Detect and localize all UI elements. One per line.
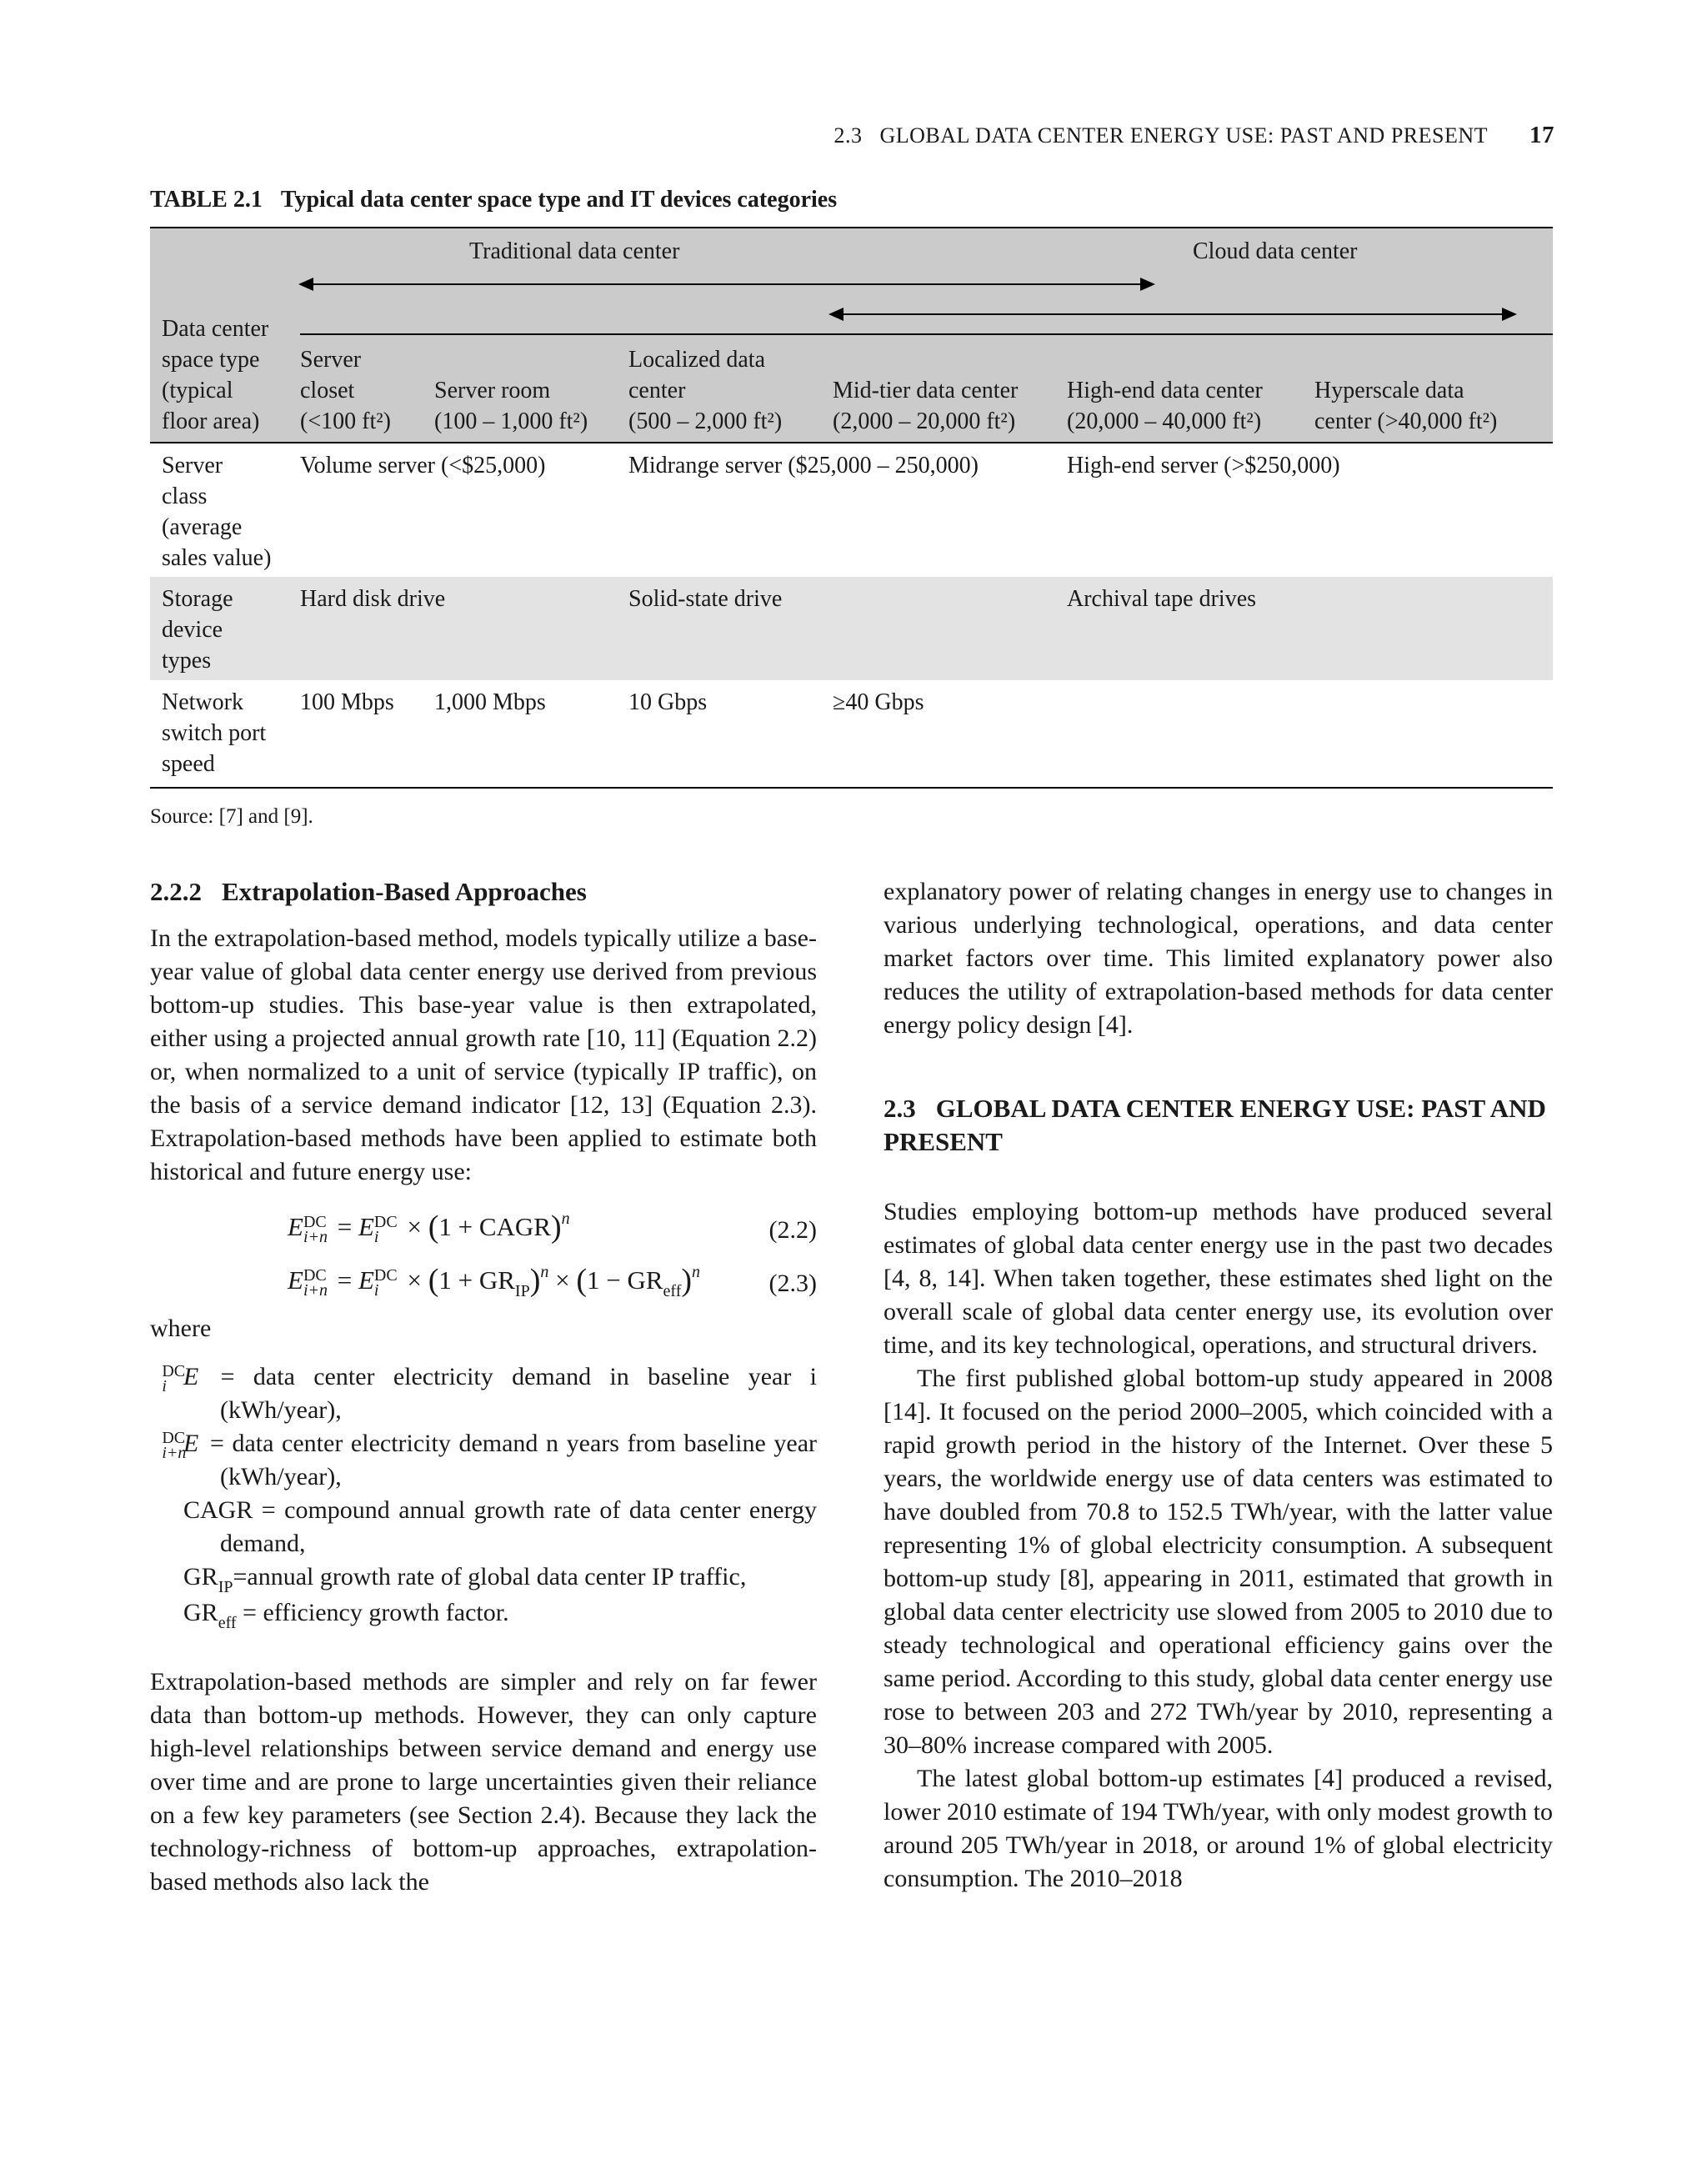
- table-cell: 1,000 Mbps: [434, 689, 546, 715]
- column-header-localized: [628, 344, 782, 437]
- eq-symbol: E: [358, 1265, 374, 1295]
- body-paragraph: explanatory power of relating changes in energy use to changes in various underlying technological, operations, and data center market factors over time. This limited explanatory power also reduces the utility of extrapolation-based methods for data center energy policy design [4].: [884, 878, 1553, 1039]
- body-paragraph: Extrapolation-based methods are simpler and rely on far fewer data than bottom-up methods. However, they can only capture high-level relationships between service demand and energy use over time and are prone to large uncertainties given their reliance on a few key parameters (see Section 2.4). Because they lack the technology-richness of bottom-up approaches, extrapolation-based methods also lack the: [150, 1668, 817, 1896]
- table-cell: Midrange server ($25,000 – 250,000): [628, 453, 979, 478]
- table-cell: Hard disk drive: [300, 586, 446, 612]
- section-heading: [884, 1092, 1553, 1159]
- definition-item: E DC i = data center electricity demand in baseline year i (kWh/year),: [162, 1362, 817, 1425]
- table-caption-text: Typical data center space type and IT devices categories: [280, 187, 838, 213]
- column-header-line: Mid-tier data center: [833, 378, 1019, 403]
- eq-exponent: n: [540, 1263, 549, 1281]
- table-caption: [150, 187, 837, 213]
- equation-number: (2.2): [768, 1216, 817, 1244]
- eq-sub: i+n: [303, 1227, 328, 1246]
- eq-sup: DC: [373, 1212, 398, 1231]
- def-symbol: GR: [183, 1563, 218, 1591]
- eq-factor: 1 + GR: [438, 1265, 515, 1295]
- column-header-line: (100 – 1,000 ft²): [434, 408, 588, 434]
- def-sub: IP: [218, 1578, 233, 1597]
- data-center-table: [150, 227, 1553, 789]
- body-paragraph: In the extrapolation-based method, models typically utilize a base-year value of global data center energy use derived from previous bottom-up studies. This base-year value is then extrapolated, either using a projected annual growth rate [10, 11] (Equation 2.2) or, when normalized to a unit of service (typically IP traffic), on the basis of a service demand indicator [12, 13] (Equation 2.3). Extrapolation-based methods have been applied to estimate both historical and future energy use:: [150, 924, 817, 1185]
- definition-item: [183, 1494, 817, 1560]
- paren-open: (: [428, 1263, 439, 1298]
- left-column: [150, 875, 817, 1899]
- page-number: 17: [1529, 122, 1554, 148]
- row-label-line: Network: [162, 689, 243, 715]
- paren-close: ): [681, 1263, 693, 1298]
- row-label-line: class: [162, 483, 208, 509]
- column-header-line: High-end data center: [1067, 378, 1263, 403]
- span-label-cloud: Cloud data center: [1193, 238, 1358, 264]
- header-inner-rule: [300, 333, 1553, 335]
- row-label-line: speed: [162, 751, 215, 777]
- eq-sign: =: [337, 1265, 353, 1295]
- paren-open: (: [576, 1263, 587, 1298]
- eq-sub: eff: [663, 1282, 682, 1300]
- column-header-line: Server room: [434, 378, 551, 403]
- column-header-server-room: [434, 375, 588, 437]
- eq-exponent: n: [561, 1210, 570, 1228]
- eq-scripts: [373, 1212, 398, 1246]
- column-header-line: (20,000 – 40,000 ft²): [1067, 408, 1262, 434]
- eq-symbol: E: [358, 1212, 374, 1241]
- table-source: Source: [7] and [9].: [150, 805, 313, 828]
- row-label-line: device: [162, 617, 223, 643]
- eq-sup: DC: [303, 1212, 327, 1231]
- paren-close: ): [550, 1210, 562, 1245]
- eq-scripts: [373, 1265, 398, 1300]
- header-label-line: (typical: [162, 378, 233, 403]
- body-paragraph: The first published global bottom-up study appeared in 2008 [14]. It focused on the period 2000–2005, which coincided with a rapid growth period in the history of the Internet. Over these 5 years, the worldwide energy use of data centers was estimated to have doubled from 70.8 to 152.5 TWh/year, with the latter value representing 1% of global electricity consumption. A subsequent bottom-up study [8], appearing in 2011, estimated that growth in global data center electricity use slowed from 2005 to 2010 due to steady technological and operational efficiency gains over the same period. According to this study, global data center energy use rose to between 203 and 272 TWh/year by 2010, representing a 30–80% increase compared with 2005.: [884, 1365, 1553, 1759]
- def-text: = compound annual growth rate of data center energy demand,: [220, 1496, 818, 1558]
- table-cell: Archival tape drives: [1067, 586, 1257, 612]
- row-label-line: Storage: [162, 586, 233, 612]
- column-header-line: Localized data: [628, 347, 766, 373]
- running-head-section: 2.3 GLOBAL DATA CENTER ENERGY USE: PAST AND PRESENT: [833, 123, 1488, 148]
- column-header-line: (<100 ft²): [300, 408, 391, 434]
- where-label: where: [150, 1315, 212, 1342]
- column-header-line: Server: [300, 347, 362, 373]
- definition-item: [183, 1596, 817, 1632]
- eq-times: ×: [407, 1212, 422, 1241]
- definition-item: E DC i+n = data center electricity demand n years from baseline year (kWh/year),: [162, 1429, 817, 1491]
- eq-scripts: [303, 1265, 328, 1300]
- row-label-line: types: [162, 648, 212, 674]
- row-label-line: switch port: [162, 720, 267, 746]
- running-head: [834, 122, 1555, 149]
- eq-factor: 1 + CAGR: [438, 1212, 551, 1241]
- eq-sub: i: [373, 1227, 379, 1246]
- row-label: [162, 450, 271, 574]
- row-label-line: Server: [162, 453, 223, 478]
- eq-sup: DC: [303, 1265, 327, 1285]
- def-symbol: CAGR: [183, 1496, 253, 1525]
- def-text: = efficiency growth factor.: [243, 1599, 509, 1627]
- def-text: = data center electricity demand in baseline year i (kWh/year),: [220, 1363, 817, 1425]
- table-row-network: [150, 680, 1553, 787]
- eq-sub: i: [373, 1280, 379, 1300]
- eq-symbol: E: [288, 1212, 303, 1241]
- column-header-line: closet: [300, 378, 355, 403]
- eq-times: ×: [407, 1265, 422, 1295]
- section-number: 2.2.2: [150, 877, 202, 906]
- table-cell: ≥40 Gbps: [833, 689, 924, 715]
- section-title: GLOBAL DATA CENTER ENERGY USE: PAST AND PRESENT: [884, 1094, 1546, 1156]
- def-symbol: E: [183, 1430, 199, 1458]
- cloud-span-arrow: [830, 313, 1515, 315]
- span-label-traditional: Traditional data center: [469, 238, 680, 264]
- eq-times: ×: [555, 1265, 570, 1295]
- equation-2-2: [150, 1200, 817, 1254]
- header-label-line: floor area): [162, 408, 260, 434]
- def-sub: eff: [218, 1614, 237, 1633]
- row-label: [162, 687, 266, 779]
- paren-close: ): [529, 1263, 541, 1298]
- column-header-mid-tier: [833, 375, 1018, 437]
- paren-open: (: [428, 1210, 439, 1245]
- eq-sub: IP: [514, 1282, 530, 1300]
- equation-body: [288, 1262, 700, 1300]
- section-number: 2.3: [884, 1094, 916, 1123]
- column-header-high-end: [1067, 375, 1263, 437]
- row-label: [162, 584, 233, 676]
- table-cell: 10 Gbps: [628, 689, 708, 715]
- column-header-line: center (>40,000 ft²): [1314, 408, 1498, 434]
- equation-body: [288, 1209, 570, 1247]
- equation-number: (2.3): [768, 1270, 817, 1297]
- table-header: [150, 228, 1553, 442]
- def-symbol: GR: [183, 1599, 218, 1627]
- table-cell: High-end server (>$250,000): [1067, 453, 1340, 478]
- section-heading: [150, 875, 817, 909]
- eq-sub: i+n: [303, 1280, 328, 1300]
- column-header-hyperscale: [1314, 375, 1497, 437]
- row-label-line: (average: [162, 514, 243, 540]
- table-cell: Volume server (<$25,000): [300, 453, 546, 478]
- def-text: =annual growth rate of global data center IP traffic,: [233, 1563, 747, 1591]
- definition-item: [183, 1560, 817, 1596]
- table-caption-label: TABLE 2.1: [150, 187, 263, 213]
- body-paragraph: Studies employing bottom-up methods have produced several estimates of global data center energy use in the past two decades [4, 8, 14]. When taken together, these estimates shed light on the overall scale of global data center energy use, its evolution over time, and its key technological, operations, and structural drivers.: [884, 1198, 1553, 1359]
- eq-scripts: [303, 1212, 328, 1246]
- header-row-label: [162, 313, 268, 437]
- eq-sup: DC: [373, 1265, 398, 1285]
- eq-exponent: n: [692, 1263, 701, 1281]
- table-cell: Solid-state drive: [628, 586, 783, 612]
- eq-sign: =: [337, 1212, 353, 1241]
- right-column: [884, 875, 1553, 1896]
- table-row-storage: [150, 577, 1553, 680]
- traditional-span-arrow: [300, 283, 1154, 285]
- def-text: = data center electricity demand n years from baseline year (kWh/year),: [209, 1430, 817, 1491]
- column-header-server-closet: [300, 344, 391, 437]
- def-symbol: E: [183, 1363, 199, 1390]
- body-paragraph: The latest global bottom-up estimates [4] produced a revised, lower 2010 estimate of 194 TWh/year, with only modest growth to around 205 TWh/year in 2018, or around 1% of global electricity consumption. The 2010–2018: [884, 1765, 1553, 1892]
- header-label-line: Data center: [162, 316, 269, 342]
- row-label-line: sales value): [162, 545, 272, 571]
- column-header-line: center: [628, 378, 686, 403]
- equation-2-3: [150, 1254, 817, 1307]
- definitions-list: [162, 1360, 818, 1633]
- column-header-line: Hyperscale data: [1314, 378, 1464, 403]
- column-header-line: (2,000 – 20,000 ft²): [833, 408, 1016, 434]
- table-cell: 100 Mbps: [300, 689, 394, 715]
- section-title: Extrapolation-Based Approaches: [222, 877, 587, 906]
- column-header-line: (500 – 2,000 ft²): [628, 408, 783, 434]
- header-label-line: space type: [162, 347, 260, 373]
- eq-symbol: E: [288, 1265, 303, 1295]
- table-bottom-rule: [150, 787, 1553, 789]
- eq-factor: 1 − GR: [587, 1265, 663, 1295]
- table-row-server-class: [150, 443, 1553, 577]
